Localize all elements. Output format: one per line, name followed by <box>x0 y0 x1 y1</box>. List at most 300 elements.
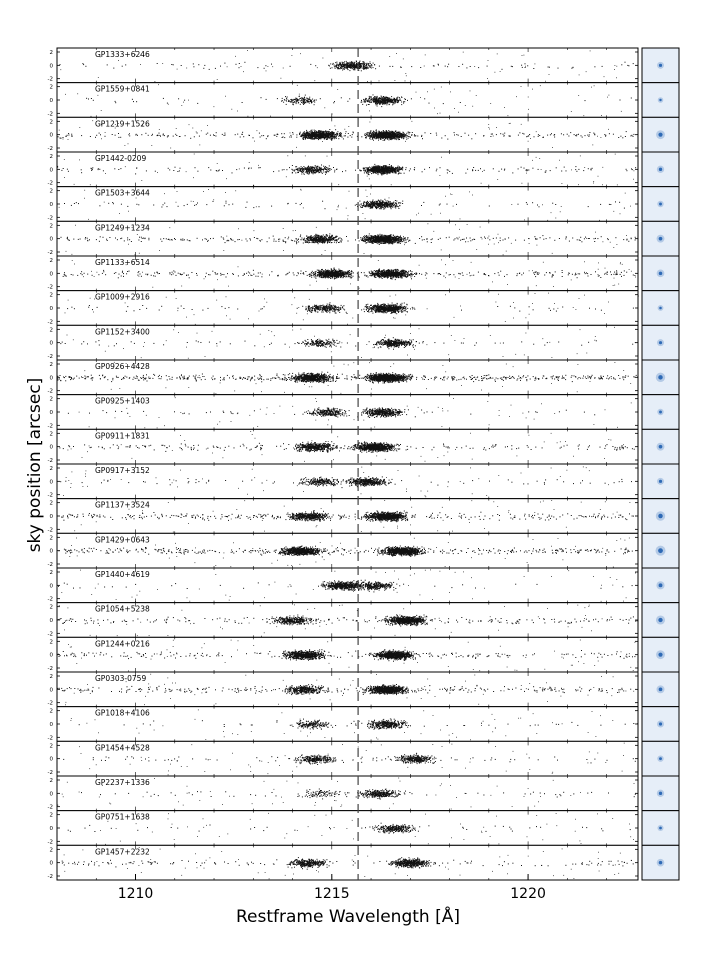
data-point <box>384 102 385 103</box>
data-point <box>371 100 372 101</box>
data-point <box>547 135 548 136</box>
data-point <box>556 167 557 168</box>
data-point <box>277 98 278 99</box>
data-point <box>384 208 385 209</box>
data-point <box>356 67 357 68</box>
data-point <box>382 104 383 105</box>
data-point <box>597 136 598 137</box>
data-point <box>321 171 322 172</box>
data-point <box>304 132 305 133</box>
data-point <box>374 204 375 205</box>
data-point <box>381 131 382 132</box>
data-point <box>350 135 351 136</box>
y-tick-label: 2 <box>50 119 54 125</box>
data-point <box>424 98 425 99</box>
data-point <box>500 133 501 134</box>
data-point <box>209 69 210 70</box>
data-point <box>304 103 305 104</box>
data-point <box>592 168 593 169</box>
data-point <box>325 208 326 209</box>
data-point <box>383 130 384 131</box>
data-point <box>369 104 370 105</box>
data-point <box>437 113 438 114</box>
data-point <box>315 138 316 139</box>
data-point <box>470 91 471 92</box>
data-point <box>396 101 397 102</box>
data-point <box>522 55 523 56</box>
data-point <box>83 64 84 65</box>
data-point <box>282 98 283 99</box>
data-point <box>383 140 384 141</box>
data-point <box>191 201 192 202</box>
data-point <box>378 98 379 99</box>
data-point <box>164 203 165 204</box>
data-point <box>96 135 97 136</box>
data-point <box>381 100 382 101</box>
data-point <box>436 170 437 171</box>
data-point <box>589 132 590 133</box>
data-point <box>340 136 341 137</box>
data-point <box>441 157 442 158</box>
data-point <box>397 138 398 139</box>
data-point <box>380 200 381 201</box>
data-point <box>334 138 335 139</box>
data-point <box>307 171 308 172</box>
data-point <box>491 134 492 135</box>
data-point <box>635 167 636 168</box>
data-point <box>74 184 75 185</box>
data-point <box>224 135 225 136</box>
data-point <box>388 137 389 138</box>
data-point <box>76 202 77 203</box>
data-point <box>334 135 335 136</box>
data-point <box>445 196 446 197</box>
data-point <box>400 169 401 170</box>
data-point <box>226 178 227 179</box>
data-point <box>204 65 205 66</box>
data-point <box>340 135 341 136</box>
data-point <box>305 99 306 100</box>
data-point <box>329 138 330 139</box>
data-point <box>288 203 289 204</box>
data-point <box>349 66 350 67</box>
data-point <box>490 136 491 137</box>
data-point <box>344 61 345 62</box>
data-point <box>338 138 339 139</box>
data-point <box>388 99 389 100</box>
data-point <box>562 183 563 184</box>
data-point <box>401 137 402 138</box>
data-point <box>372 132 373 133</box>
data-point <box>261 97 262 98</box>
data-point <box>316 137 317 138</box>
data-point <box>526 202 527 203</box>
data-point <box>588 136 589 137</box>
data-point <box>385 168 386 169</box>
data-point <box>591 87 592 88</box>
data-point <box>390 131 391 132</box>
data-point <box>363 69 364 70</box>
data-point <box>405 141 406 142</box>
data-point <box>379 201 380 202</box>
data-point <box>578 95 579 96</box>
data-point <box>425 132 426 133</box>
data-point <box>352 134 353 135</box>
data-point <box>571 111 572 112</box>
data-point <box>421 136 422 137</box>
data-point <box>376 171 377 172</box>
data-point <box>177 191 178 192</box>
data-point <box>381 175 382 176</box>
y-tick-label: 0 <box>50 202 54 208</box>
data-point <box>242 134 243 135</box>
data-point <box>390 66 391 67</box>
data-point <box>376 135 377 136</box>
data-point <box>118 137 119 138</box>
data-point <box>343 64 344 65</box>
data-point <box>297 100 298 101</box>
data-point <box>387 136 388 137</box>
data-point <box>334 171 335 172</box>
data-point <box>411 134 412 135</box>
data-point <box>504 133 505 134</box>
data-point <box>364 68 365 69</box>
data-point <box>585 100 586 101</box>
data-point <box>526 170 527 171</box>
data-point <box>306 98 307 99</box>
data-point <box>180 136 181 137</box>
data-point <box>395 139 396 140</box>
data-point <box>433 65 434 66</box>
data-point <box>395 99 396 100</box>
data-point <box>470 66 471 67</box>
data-point <box>307 173 308 174</box>
data-point <box>365 137 366 138</box>
data-point <box>532 160 533 161</box>
data-point <box>356 204 357 205</box>
data-point <box>302 100 303 101</box>
data-point <box>322 201 323 202</box>
data-point <box>389 173 390 174</box>
y-tick-label: 0 <box>50 167 54 173</box>
data-point <box>586 71 587 72</box>
data-point <box>353 67 354 68</box>
data-point <box>375 101 376 102</box>
data-point <box>566 170 567 171</box>
data-point <box>518 135 519 136</box>
data-point <box>469 192 470 193</box>
data-point <box>377 96 378 97</box>
data-point <box>186 171 187 172</box>
data-point <box>346 61 347 62</box>
data-point <box>302 168 303 169</box>
data-point <box>311 172 312 173</box>
data-point <box>336 133 337 134</box>
data-point <box>383 137 384 138</box>
data-point <box>315 130 316 131</box>
data-point <box>226 201 227 202</box>
data-point <box>504 169 505 170</box>
data-point <box>524 168 525 169</box>
data-point <box>345 135 346 136</box>
data-point <box>382 133 383 134</box>
data-point <box>136 198 137 199</box>
data-point <box>284 137 285 138</box>
data-point <box>271 64 272 65</box>
data-point <box>414 134 415 135</box>
data-point <box>292 132 293 133</box>
data-point <box>622 137 623 138</box>
data-point <box>292 172 293 173</box>
data-point <box>400 137 401 138</box>
data-point <box>317 169 318 170</box>
data-point <box>302 136 303 137</box>
data-point <box>284 100 285 101</box>
data-point <box>296 134 297 135</box>
data-point <box>379 137 380 138</box>
data-point <box>539 158 540 159</box>
data-point <box>382 167 383 168</box>
data-point <box>99 205 100 206</box>
data-point <box>290 66 291 67</box>
data-point <box>361 70 362 71</box>
data-point <box>367 201 368 202</box>
data-point <box>521 86 522 87</box>
data-point <box>372 167 373 168</box>
data-point <box>344 129 345 130</box>
data-point <box>301 136 302 137</box>
data-point <box>91 98 92 99</box>
data-point <box>105 136 106 137</box>
data-point <box>196 132 197 133</box>
data-point <box>304 101 305 102</box>
data-point <box>309 172 310 173</box>
data-point <box>374 101 375 102</box>
data-point <box>631 98 632 99</box>
data-point <box>226 203 227 204</box>
data-point <box>347 219 348 220</box>
data-point <box>376 208 377 209</box>
data-point <box>376 133 377 134</box>
data-point <box>401 104 402 105</box>
data-point <box>390 99 391 100</box>
data-point <box>529 134 530 135</box>
data-point <box>392 168 393 169</box>
data-point <box>493 168 494 169</box>
data-point <box>378 99 379 100</box>
data-point <box>399 166 400 167</box>
data-point <box>488 60 489 61</box>
data-point <box>213 201 214 202</box>
data-point <box>301 174 302 175</box>
data-point <box>372 167 373 168</box>
data-point <box>71 134 72 135</box>
data-point <box>328 169 329 170</box>
data-point <box>90 136 91 137</box>
data-point <box>305 138 306 139</box>
data-point <box>91 168 92 169</box>
data-point <box>306 170 307 171</box>
data-point <box>396 53 397 54</box>
data-point <box>362 104 363 105</box>
data-point <box>483 135 484 136</box>
data-point <box>399 205 400 206</box>
data-point <box>397 97 398 98</box>
data-point <box>347 67 348 68</box>
data-point <box>390 206 391 207</box>
data-point <box>113 203 114 204</box>
data-point <box>266 99 267 100</box>
data-point <box>310 100 311 101</box>
data-point <box>64 159 65 160</box>
data-point <box>285 96 286 97</box>
data-point <box>307 100 308 101</box>
data-point <box>394 170 395 171</box>
data-point <box>345 65 346 66</box>
data-point <box>298 170 299 171</box>
data-point <box>410 185 411 186</box>
data-point <box>560 211 561 212</box>
data-point <box>403 103 404 104</box>
data-point <box>359 65 360 66</box>
data-point <box>548 67 549 68</box>
data-point <box>309 103 310 104</box>
data-point <box>401 135 402 136</box>
data-point <box>633 134 634 135</box>
data-point <box>563 134 564 135</box>
data-point <box>386 131 387 132</box>
data-point <box>120 168 121 169</box>
data-point <box>363 205 364 206</box>
data-point <box>443 103 444 104</box>
data-point <box>436 133 437 134</box>
data-point <box>148 135 149 136</box>
data-point <box>303 208 304 209</box>
data-point <box>88 99 89 100</box>
data-point <box>395 133 396 134</box>
data-point <box>398 174 399 175</box>
data-point <box>213 199 214 200</box>
data-point <box>582 137 583 138</box>
data-point <box>576 171 577 172</box>
data-point <box>159 129 160 130</box>
y-tick-label: -2 <box>48 77 53 83</box>
data-point <box>342 137 343 138</box>
data-point <box>335 66 336 67</box>
data-point <box>386 171 387 172</box>
data-point <box>299 134 300 135</box>
data-point <box>301 203 302 204</box>
data-point <box>324 139 325 140</box>
data-point <box>632 169 633 170</box>
data-point <box>257 130 258 131</box>
data-point <box>324 167 325 168</box>
data-point <box>335 68 336 69</box>
data-point <box>310 135 311 136</box>
data-point <box>387 97 388 98</box>
data-point <box>373 166 374 167</box>
data-point <box>474 66 475 67</box>
data-point <box>571 68 572 69</box>
data-point <box>373 169 374 170</box>
data-point <box>374 170 375 171</box>
data-point <box>323 58 324 59</box>
data-point <box>136 204 137 205</box>
data-point <box>610 204 611 205</box>
data-point <box>602 66 603 67</box>
data-point <box>617 185 618 186</box>
data-point <box>334 132 335 133</box>
data-point <box>310 166 311 167</box>
data-point <box>63 139 64 140</box>
data-point <box>310 132 311 133</box>
data-point <box>325 137 326 138</box>
data-point <box>371 68 372 69</box>
data-point <box>319 137 320 138</box>
data-point <box>292 104 293 105</box>
data-point <box>482 171 483 172</box>
data-point <box>601 137 602 138</box>
data-point <box>305 136 306 137</box>
data-point <box>284 169 285 170</box>
data-point <box>364 101 365 102</box>
data-point <box>575 169 576 170</box>
data-point <box>64 177 65 178</box>
data-point <box>159 135 160 136</box>
data-point <box>541 169 542 170</box>
data-point <box>370 133 371 134</box>
data-point <box>379 104 380 105</box>
data-point <box>380 139 381 140</box>
data-point <box>301 171 302 172</box>
data-point <box>369 111 370 112</box>
data-point <box>578 134 579 135</box>
data-point <box>487 78 488 79</box>
data-point <box>366 67 367 68</box>
data-point <box>370 201 371 202</box>
data-point <box>302 167 303 168</box>
data-point <box>386 104 387 105</box>
data-point <box>364 172 365 173</box>
data-point <box>176 128 177 129</box>
data-point <box>353 69 354 70</box>
data-point <box>536 157 537 158</box>
data-point <box>592 145 593 146</box>
data-point <box>281 101 282 102</box>
data-point <box>310 64 311 65</box>
data-point <box>368 173 369 174</box>
data-point <box>296 203 297 204</box>
data-point <box>620 213 621 214</box>
data-point <box>146 170 147 171</box>
data-point <box>389 198 390 199</box>
data-point <box>404 135 405 136</box>
data-point <box>525 63 526 64</box>
data-point <box>440 167 441 168</box>
data-point <box>63 137 64 138</box>
data-point <box>374 201 375 202</box>
data-point <box>334 170 335 171</box>
data-point <box>260 167 261 168</box>
data-point <box>381 106 382 107</box>
data-point <box>377 106 378 107</box>
data-point <box>416 215 417 216</box>
data-point <box>355 170 356 171</box>
data-point <box>590 169 591 170</box>
data-point <box>526 169 527 170</box>
data-point <box>304 174 305 175</box>
data-point <box>391 166 392 167</box>
